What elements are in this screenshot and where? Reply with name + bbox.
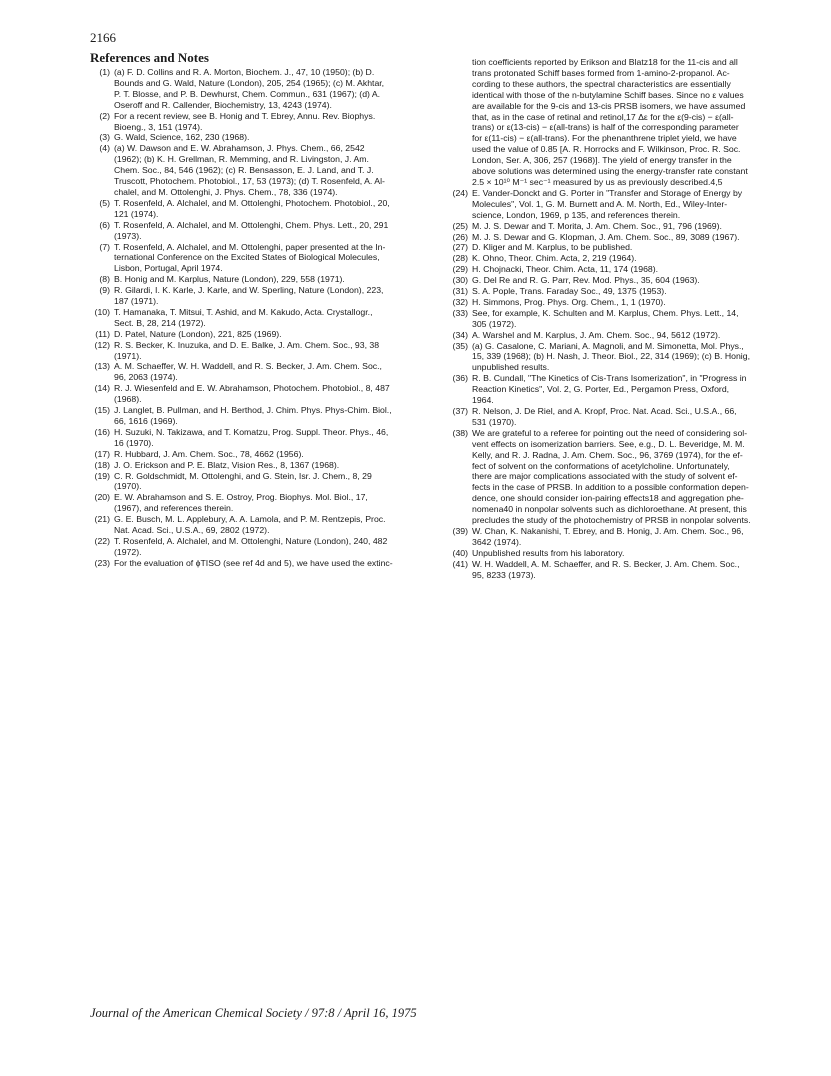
reference-number: (1)	[99, 67, 110, 77]
reference-number: (36)	[452, 373, 468, 384]
reference-text: (a) W. Dawson and E. W. Abrahamson, J. Phys. Chem., 66, 2542	[114, 143, 365, 154]
reference-item	[90, 427, 430, 449]
reference-number: (30)	[452, 275, 468, 286]
reference-text: 531 (1970).	[472, 416, 517, 427]
page-number: 2166	[90, 30, 116, 45]
reference-text: that, as in the case of retinal and retinol,17 Δε for the ε(9-cis) − ε(all-	[472, 111, 734, 122]
reference-text: dence, one should consider ion-pairing effects18 and aggregation phe-	[472, 493, 744, 504]
reference-text: vent effects on isomerization barriers. See, e.g., D. L. Beveridge, M. M.	[472, 438, 745, 449]
reference-text: trans protonated Schiff bases formed from 1-amino-2-propanol. Ac-	[472, 67, 730, 78]
reference-item	[448, 264, 788, 275]
reference-text: K. Ohno, Theor. Chim. Acta, 2, 219 (1964).	[472, 253, 637, 264]
reference-text: fects in the case of PRSB. In addition to a possible conformation depen-	[472, 482, 749, 493]
reference-text: used the value of 0.85 [A. R. Horrocks and F. Wilkinson, Proc. R. Soc.	[472, 144, 741, 155]
references-left-column	[90, 67, 430, 569]
reference-text: ternational Conference on the Excited States of Biological Molecules,	[114, 252, 380, 263]
reference-number: (25)	[452, 220, 468, 231]
reference-text: R. Hubbard, J. Am. Chem. Soc., 78, 4662 (1956).	[114, 448, 304, 459]
reference-number: (24)	[452, 187, 468, 198]
reference-item	[90, 285, 430, 307]
reference-number: (4)	[99, 143, 110, 154]
reference-text: cording to these authors, the spectral characteristics are essentially	[472, 78, 731, 89]
reference-number: (34)	[452, 329, 468, 340]
reference-item	[448, 308, 788, 330]
reference-number: (26)	[452, 231, 468, 242]
reference-text: (1967), and references therein.	[114, 503, 234, 514]
reference-text: H. Chojnacki, Theor. Chim. Acta, 11, 174 (1968).	[472, 264, 659, 275]
reference-number: (22)	[94, 535, 110, 546]
reference-text: for ε(11-cis) − ε(all-trans). For the phenanthrene triplet yield, we have	[472, 133, 737, 144]
reference-text: are available for the 9-cis and 13-cis PRSB isomers, we have assumed	[472, 100, 746, 111]
reference-item	[448, 373, 788, 406]
reference-number: (37)	[452, 406, 468, 416]
reference-text: J. Langlet, B. Pullman, and H. Berthod, J. Chim. Phys. Phys-Chim. Biol.,	[114, 405, 392, 416]
reference-text: H. Simmons, Prog. Phys. Org. Chem., 1, 1 (1970).	[472, 296, 666, 307]
reference-text: London, Ser. A, 306, 257 (1968)]. The yield of energy transfer in the	[472, 155, 732, 166]
reference-number: (2)	[99, 110, 110, 121]
reference-text: fect of solvent on the conformations of acetylcholine. Unfortunately,	[472, 460, 730, 471]
reference-text: G. Del Re and R. G. Parr, Rev. Mod. Phys., 35, 604 (1963).	[472, 275, 700, 286]
reference-text: R. S. Becker, K. Inuzuka, and D. E. Balke, J. Am. Chem. Soc., 93, 38	[114, 339, 380, 350]
reference-text: E. Vander-Donckt and G. Porter in "Transfer and Storage of Energy by	[472, 187, 743, 198]
reference-text: We are grateful to a referee for pointing out the need of considering sol-	[472, 427, 748, 438]
reference-item	[90, 329, 430, 340]
references-right-column	[448, 57, 788, 581]
reference-text: trans) or ε(13-cis) − ε(all-trans) is half of the corresponding parameter	[472, 122, 739, 133]
reference-text: G. Wald, Science, 162, 230 (1968).	[114, 132, 250, 143]
reference-text: (1962); (b) K. H. Grellman, R. Memming, and R. Livingston, J. Am.	[114, 154, 369, 165]
reference-item	[90, 383, 430, 405]
reference-item	[90, 67, 430, 111]
reference-text: 95, 8233 (1973).	[472, 569, 536, 580]
reference-text: (1973).	[114, 230, 142, 241]
reference-text: (a) G. Casalone, C. Mariani, A. Magnoli, and M. Simonetta, Mol. Phys.,	[472, 340, 744, 351]
reference-text: precludes the study of the photochemistry of PRSB in nonpolar solvents.	[472, 515, 751, 526]
reference-text: E. W. Abrahamson and S. E. Ostroy, Prog. Biophys. Mol. Biol., 17,	[114, 492, 368, 503]
reference-text: D. Kliger and M. Karplus, to be published.	[472, 242, 633, 253]
reference-number: (35)	[452, 340, 468, 351]
reference-text: chalel, and M. Ottolenghi, J. Phys. Chem., 78, 336 (1974).	[114, 186, 338, 197]
reference-number: (16)	[94, 426, 110, 437]
reference-text: M. J. S. Dewar and T. Morita, J. Am. Chem. Soc., 91, 796 (1969).	[472, 220, 722, 231]
reference-item	[90, 242, 430, 275]
reference-number: (17)	[94, 448, 110, 459]
reference-text: unpublished results.	[472, 362, 550, 373]
reference-text: Bounds and G. Wald, Nature (London), 205, 254 (1965); (c) M. Akhtar,	[114, 77, 385, 88]
reference-item	[90, 492, 430, 514]
reference-number: (40)	[452, 547, 468, 558]
reference-number: (28)	[452, 253, 468, 264]
reference-text: R. J. Wiesenfeld and E. W. Abrahamson, Photochem. Photobiol., 8, 487	[114, 383, 390, 394]
reference-text: Chem. Soc., 84, 546 (1962); (c) R. Bensasson, E. J. Land, and T. J.	[114, 165, 374, 176]
reference-number: (9)	[99, 285, 110, 296]
reference-text: (1971).	[114, 350, 142, 361]
reference-text: Unpublished results from his laboratory.	[472, 547, 625, 558]
reference-text: For a recent review, see B. Honig and T. Ebrey, Annu. Rev. Biophys.	[114, 110, 376, 121]
reference-number: (33)	[452, 307, 468, 318]
reference-number: (12)	[94, 339, 110, 350]
reference-text: T. Rosenfeld, A. Alchalel, and M. Ottolenghi, Chem. Phys. Lett., 20, 291	[114, 219, 389, 230]
reference-item	[448, 253, 788, 264]
reference-text: 15, 339 (1968); (b) H. Nash, J. Theor. Biol., 22, 314 (1969); (c) B. Honig,	[472, 351, 750, 362]
reference-text: there are major complications associated with the study of solvent ef-	[472, 471, 738, 482]
reference-item	[90, 536, 430, 558]
reference-text: above solutions was determined using the energy-transfer rate constant	[472, 166, 748, 177]
reference-item	[448, 286, 788, 297]
reference-text: Molecules", Vol. 1, G. M. Burnett and A. M. North, Ed., Wiley-Inter-	[472, 198, 728, 209]
reference-text: 2.5 × 10¹⁰ M⁻¹ sec⁻¹ measured by us as previously described.4,5	[472, 176, 723, 187]
reference-number: (13)	[94, 361, 110, 372]
reference-text: R. Nelson, J. De Riel, and A. Kropf, Proc. Nat. Acad. Sci., U.S.A., 66,	[472, 406, 737, 416]
reference-text: (a) F. D. Collins and R. A. Morton, Biochem. J., 47, 10 (1950); (b) D.	[114, 67, 375, 77]
reference-item	[90, 143, 430, 198]
reference-text: T. Rosenfeld, A. Alchalel, and M. Ottolenghi, paper presented at the In-	[114, 241, 386, 252]
reference-text: T. Hamanaka, T. Mitsui, T. Ashid, and M. Kakudo, Acta. Crystallogr.,	[114, 306, 373, 317]
reference-item	[90, 361, 430, 383]
journal-footer: Journal of the American Chemical Society / 97:8 / April 16, 1975	[90, 1006, 417, 1020]
reference-text: P. T. Blosse, and P. B. Dewhurst, Chem. Commun., 631 (1967); (d) A.	[114, 88, 381, 99]
reference-number: (19)	[94, 470, 110, 481]
reference-number: (3)	[99, 132, 110, 143]
reference-number: (15)	[94, 405, 110, 416]
reference-number: (10)	[94, 306, 110, 317]
reference-text: Nat. Acad. Sci., U.S.A., 69, 2802 (1972).	[114, 525, 270, 536]
reference-text: C. R. Goldschmidt, M. Ottolenghi, and G. Stein, Isr. J. Chem., 8, 29	[114, 470, 372, 481]
reference-number: (27)	[452, 242, 468, 253]
reference-text: Lisbon, Portugal, April 1974.	[114, 263, 223, 274]
reference-number: (20)	[94, 492, 110, 503]
reference-text: identical with those of the n-butylamine Schiff bases. Since no ε values	[472, 89, 744, 100]
reference-text: 305 (1972).	[472, 318, 517, 329]
reference-item	[90, 220, 430, 242]
reference-number: (31)	[452, 286, 468, 297]
reference-text: T. Rosenfeld, A. Alchalel, and M. Ottolenghi, Nature (London), 240, 482	[114, 535, 388, 546]
reference-item	[90, 340, 430, 362]
reference-text: 187 (1971).	[114, 296, 159, 307]
reference-number: (39)	[452, 525, 468, 536]
reference-text: A. Warshel and M. Karplus, J. Am. Chem. Soc., 94, 5612 (1972).	[472, 329, 721, 340]
reference-number: (6)	[99, 219, 110, 230]
reference-text: Reaction Kinetics", Vol. 2, G. Porter, Ed., Pergamon Press, Oxford,	[472, 384, 730, 395]
reference-text: T. Rosenfeld, A. Alchalel, and M. Ottolenghi, Photochem. Photobiol., 20,	[114, 197, 390, 208]
reference-text: R. Gilardi, I. K. Karle, J. Karle, and W. Sperling, Nature (London), 223,	[114, 285, 384, 296]
reference-item	[448, 559, 788, 581]
reference-text: D. Patel, Nature (London), 221, 825 (1969).	[114, 328, 282, 339]
reference-item	[90, 471, 430, 493]
reference-item	[90, 307, 430, 329]
reference-number: (14)	[94, 383, 110, 394]
reference-text: (1972).	[114, 546, 142, 557]
reference-text: 66, 1616 (1969).	[114, 416, 178, 426]
reference-item	[448, 188, 788, 221]
section-heading: References and Notes	[90, 50, 209, 65]
reference-item	[90, 514, 430, 536]
reference-text: science, London, 1969, p 135, and references therein.	[472, 209, 681, 220]
reference-item	[448, 275, 788, 286]
reference-text: tion coefficients reported by Erikson and Blatz18 for the 11-cis and all	[472, 57, 738, 67]
reference-text: Bioeng., 3, 151 (1974).	[114, 121, 203, 132]
reference-number: (5)	[99, 197, 110, 208]
reference-item	[90, 132, 430, 143]
reference-text: W. H. Waddell, A. M. Schaeffer, and R. S. Becker, J. Am. Chem. Soc.,	[472, 558, 740, 569]
reference-text: Oseroff and R. Callender, Biochemistry, 13, 4243 (1974).	[114, 99, 332, 110]
reference-text: M. J. S. Dewar and G. Klopman, J. Am. Chem. Soc., 89, 3089 (1967).	[472, 231, 740, 242]
reference-text: B. Honig and M. Karplus, Nature (London), 229, 558 (1971).	[114, 274, 345, 285]
reference-text: 96, 2063 (1974).	[114, 372, 178, 383]
reference-item	[448, 232, 788, 243]
reference-text: 3642 (1974).	[472, 536, 522, 547]
reference-text: S. A. Pople, Trans. Faraday Soc., 49, 1375 (1953).	[472, 286, 667, 297]
reference-item	[90, 198, 430, 220]
reference-number: (21)	[94, 514, 110, 525]
reference-number: (41)	[452, 558, 468, 569]
reference-item	[448, 330, 788, 341]
reference-item	[448, 548, 788, 559]
reference-text: See, for example, K. Schulten and M. Karplus, Chem. Phys. Lett., 14,	[472, 307, 739, 318]
reference-text: nomena40 in nonpolar solvents such as dichloroethane. At present, this	[472, 504, 747, 515]
reference-text: G. E. Busch, M. L. Applebury, A. A. Lamola, and P. M. Rentzepis, Proc.	[114, 514, 386, 525]
reference-item	[448, 297, 788, 308]
reference-text: R. B. Cundall, "The Kinetics of Cis-Trans Isomerization", in "Progress in	[472, 373, 747, 384]
reference-text: 1964.	[472, 395, 494, 406]
reference-item	[448, 526, 788, 548]
reference-item	[90, 111, 430, 133]
reference-text: J. O. Erickson and P. E. Blatz, Vision Res., 8, 1367 (1968).	[114, 459, 340, 470]
reference-number: (38)	[452, 427, 468, 438]
reference-text: 16 (1970).	[114, 437, 154, 448]
reference-23-continuation	[448, 57, 788, 188]
reference-text: Sect. B, 28, 214 (1972).	[114, 317, 206, 328]
reference-item	[448, 242, 788, 253]
reference-item	[90, 460, 430, 471]
reference-number: (32)	[452, 296, 468, 307]
reference-text: Kelly, and R. J. Radna, J. Am. Chem. Soc., 96, 3769 (1974), for the ef-	[472, 449, 743, 460]
reference-item	[90, 449, 430, 460]
reference-number: (29)	[452, 264, 468, 275]
reference-text: H. Suzuki, N. Takizawa, and T. Komatzu, Prog. Suppl. Theor. Phys., 46,	[114, 426, 389, 437]
reference-text: Truscott, Photochem. Photobiol., 17, 53 (1973); (d) T. Rosenfeld, A. Al-	[114, 176, 385, 187]
reference-text: For the evaluation of ϕTISO (see ref 4d and 5), we have used the extinc-	[114, 557, 393, 568]
reference-number: (23)	[94, 557, 110, 568]
reference-item	[448, 341, 788, 374]
reference-number: (11)	[95, 328, 110, 339]
reference-number: (7)	[99, 241, 110, 252]
reference-text: W. Chan, K. Nakanishi, T. Ebrey, and B. Honig, J. Am. Chem. Soc., 96,	[472, 525, 744, 536]
reference-item	[448, 428, 788, 526]
reference-text: (1970).	[114, 481, 142, 492]
reference-number: (18)	[94, 459, 110, 470]
reference-item	[448, 406, 788, 428]
reference-item	[90, 558, 430, 569]
reference-text: A. M. Schaeffer, W. H. Waddell, and R. S. Becker, J. Am. Chem. Soc.,	[114, 361, 382, 372]
reference-number: (8)	[99, 274, 110, 285]
reference-item	[90, 274, 430, 285]
reference-text: (1968).	[114, 394, 142, 405]
reference-item	[90, 405, 430, 427]
reference-item	[448, 221, 788, 232]
reference-text: 121 (1974).	[114, 208, 159, 219]
